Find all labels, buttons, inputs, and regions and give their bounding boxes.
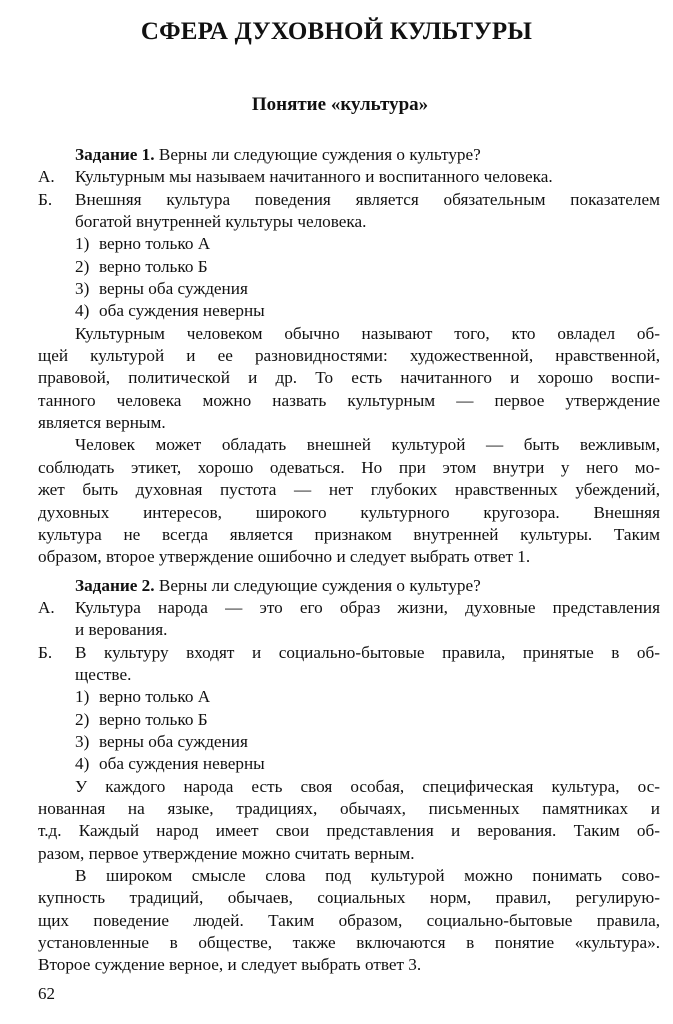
paragraph-text: жет быть духовная пустота — нет глубоких нравственных убеждений, bbox=[38, 480, 660, 500]
answer-option bbox=[38, 731, 660, 753]
statement-text: В культуру входят и социально-бытовые правила, принятые в об- bbox=[75, 642, 660, 662]
paragraph-line bbox=[38, 932, 660, 954]
answer-option bbox=[38, 300, 660, 322]
paragraph-line bbox=[38, 776, 660, 798]
statement-continuation bbox=[38, 664, 660, 686]
paragraph-text: культура не всегда является признаком внутренней культуры. Таким bbox=[38, 524, 660, 544]
answer-option bbox=[38, 709, 660, 731]
statement-text: богатой внутренней культуры человека. bbox=[75, 212, 367, 232]
paragraph-text: т.д. Каждый народ имеет свои представления и верования. Таким об- bbox=[38, 821, 660, 841]
paragraph-line bbox=[38, 546, 660, 568]
option-number: 4) bbox=[75, 754, 90, 774]
paragraph-line bbox=[38, 524, 660, 546]
paragraph-text: соблюдать этикет, хорошо одеваться. Но при этом внутри у него мо- bbox=[38, 457, 660, 477]
option-number: 4) bbox=[75, 301, 90, 321]
option-number: 1) bbox=[75, 234, 90, 254]
paragraph-line bbox=[38, 434, 660, 456]
option-text: верно только Б bbox=[99, 256, 208, 276]
task-label: Задание 2. bbox=[75, 575, 155, 595]
paragraph-line bbox=[38, 910, 660, 932]
statement-text: Внешняя культура поведения является обязательным показателем bbox=[75, 189, 660, 209]
option-text: верно только А bbox=[99, 687, 211, 707]
answer-option bbox=[38, 753, 660, 775]
paragraph-text: установленные в обществе, также включаются в понятие «культура». bbox=[38, 933, 660, 953]
answer-option bbox=[38, 256, 660, 278]
statement-line bbox=[38, 189, 660, 211]
statement-line bbox=[38, 166, 660, 188]
paragraph-line bbox=[38, 367, 660, 389]
statement-letter: Б. bbox=[38, 189, 53, 209]
paragraph-text: В широком смысле слова под культурой можно понимать сово- bbox=[75, 866, 660, 885]
paragraph-text: является верным. bbox=[38, 413, 166, 433]
task-question: Верны ли следующие суждения о культуре? bbox=[154, 575, 481, 595]
statement-letter: А. bbox=[38, 167, 55, 187]
paragraph-line bbox=[38, 798, 660, 820]
paragraph-text: Второе суждение верное, и следует выбрать ответ 3. bbox=[38, 955, 422, 975]
paragraph-line bbox=[38, 479, 660, 501]
paragraph-text: Культурным человеком обычно называют того, кто овладел об- bbox=[75, 323, 660, 343]
paragraph-text: образом, второе утверждение ошибочно и следует выбрать ответ 1. bbox=[38, 547, 531, 567]
statement-continuation bbox=[38, 619, 660, 641]
statement-letter: Б. bbox=[38, 642, 53, 662]
paragraph-text: купность традиций, обычаев, социальных норм, правил, регулирую- bbox=[38, 888, 660, 908]
paragraph-text: правовой, политической и др. То есть начитанного и хорошо воспи- bbox=[38, 368, 660, 388]
paragraph-line bbox=[38, 887, 660, 909]
paragraph-text: разом, первое утверждение можно считать верным. bbox=[38, 843, 415, 863]
option-text: оба суждения неверны bbox=[99, 301, 265, 321]
paragraph-text: Человек может обладать внешней культурой — быть вежливым, bbox=[75, 435, 660, 455]
option-number: 2) bbox=[75, 709, 90, 729]
task-question: Верны ли следующие суждения о культуре? bbox=[154, 145, 481, 164]
option-text: оба суждения неверны bbox=[99, 754, 265, 774]
option-number: 1) bbox=[75, 687, 90, 707]
statement-text: ществе. bbox=[75, 664, 132, 684]
statement-text: Культура народа — это его образ жизни, духовные представления bbox=[75, 597, 660, 617]
task-label: Задание 1. bbox=[75, 145, 155, 164]
statement-continuation bbox=[38, 211, 660, 233]
paragraph-line bbox=[38, 457, 660, 479]
paragraph-text: духовных интересов, широкого культурного кругозора. Внешняя bbox=[38, 502, 660, 522]
paragraph-text: щей культурой и ее разновидностями: художественной, нравственной, bbox=[38, 346, 660, 366]
option-text: верно только А bbox=[99, 234, 211, 254]
answer-option bbox=[38, 686, 660, 708]
option-text: верны оба суждения bbox=[99, 279, 248, 299]
option-number: 3) bbox=[75, 279, 90, 299]
paragraph-line bbox=[38, 843, 660, 865]
paragraph-line bbox=[38, 954, 660, 976]
chapter-title: СФЕРА ДУХОВНОЙ КУЛЬТУРЫ bbox=[140, 18, 533, 45]
option-text: верно только Б bbox=[99, 709, 208, 729]
paragraph-text: танного человека можно назвать культурным — первое утверждение bbox=[38, 390, 660, 410]
paragraph-line bbox=[38, 502, 660, 524]
answer-option bbox=[38, 278, 660, 300]
statement-text: и верования. bbox=[75, 620, 168, 640]
section-title: Понятие «культура» bbox=[251, 94, 429, 115]
statement-text: Культурным мы называем начитанного и воспитанного человека. bbox=[75, 167, 553, 187]
paragraph-line bbox=[38, 865, 660, 887]
statement-letter: А. bbox=[38, 597, 55, 617]
page-number: 62 bbox=[38, 984, 55, 1003]
option-number: 3) bbox=[75, 731, 90, 751]
option-number: 2) bbox=[75, 256, 90, 276]
task-heading bbox=[38, 575, 660, 597]
page-body bbox=[38, 144, 660, 977]
paragraph-line bbox=[38, 412, 660, 434]
paragraph-text: У каждого народа есть своя особая, специфическая культура, ос- bbox=[75, 776, 660, 796]
paragraph-text: нованная на языке, традициях, обычаях, письменных памятниках и bbox=[38, 798, 660, 818]
paragraph-line bbox=[38, 820, 660, 842]
paragraph-line bbox=[38, 345, 660, 367]
answer-option bbox=[38, 233, 660, 255]
paragraph-line bbox=[38, 390, 660, 412]
statement-line bbox=[38, 597, 660, 619]
option-text: верны оба суждения bbox=[99, 731, 248, 751]
statement-line bbox=[38, 642, 660, 664]
task-heading bbox=[38, 144, 660, 166]
paragraph-text: щих поведение людей. Таким образом, социально-бытовые правила, bbox=[38, 910, 660, 930]
paragraph-line bbox=[38, 323, 660, 345]
